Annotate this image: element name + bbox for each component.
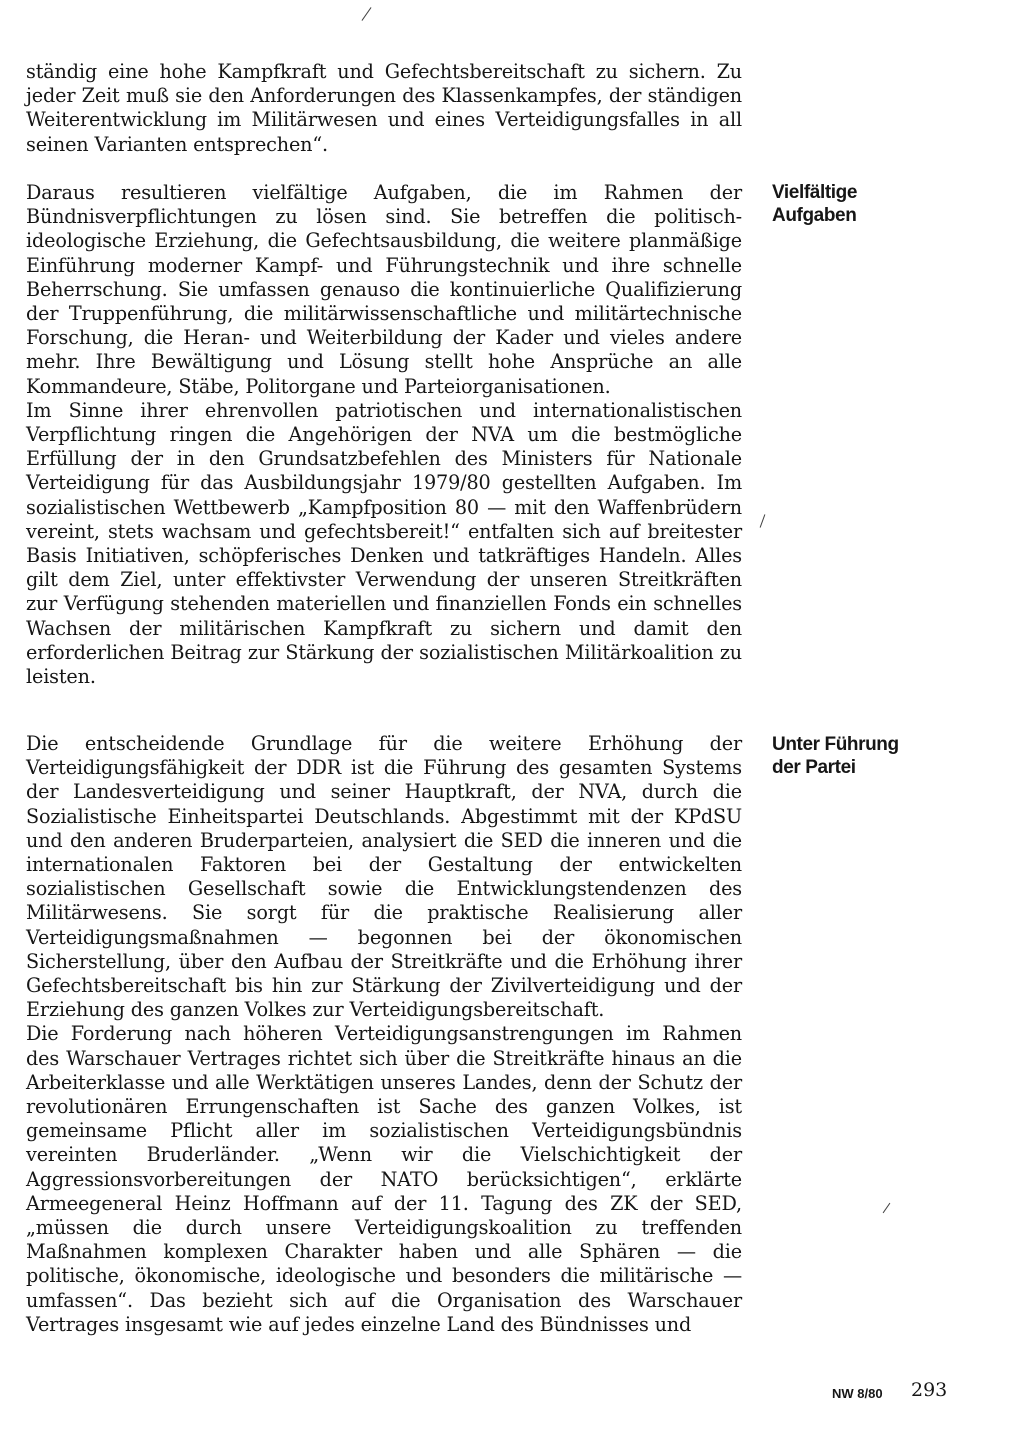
- journal-issue-label: NW 8/80: [832, 1386, 883, 1401]
- paragraph: Die entscheidende Grundlage für die weitere Erhöhung der Verteidigungsfähigkeit der DDR ist die Führung des gesamten Systems der Landesverteidigung und seiner Hauptkraft, der NVA, durch die Sozialistische Einheitspartei Deutschlands. Abgestimmt mit der KPdSU und den anderen Bruderparteien, analysiert die SED die inneren und die internationalen Faktoren bei der Gestaltung der entwickelten sozialistischen Gesellschaft sowie die Entwicklungstendenzen des Militärwesens. Sie sorgt für die praktische Realisierung aller Verteidigungsmaßnahmen — begonnen bei der ökonomischen Sicherstellung, über den Aufbau der Streitkräfte und die Erhöhung ihrer Gefechtsbereitschaft bis hin zur Stärkung der Zivilverteidigung und der Erziehung des ganzen Volkes zur Verteidigungsbereitschaft.: [26, 732, 742, 1022]
- text-block-intro: [26, 60, 742, 157]
- scan-mark: [760, 514, 766, 527]
- paragraph: Daraus resultieren vielfältige Aufgaben, die im Rahmen der Bündnisverpflichtungen zu lösen sind. Sie betreffen die politisch-ideologische Erziehung, die Gefechtsausbildung, die weitere planmäßige Einführung moderner Kampf- und Führungstechnik und ihre schnelle Beherrschung. Sie umfassen genauso die kontinuierliche Qualifizierung der Truppenführung, die militärwissenschaftliche und militärtechnische Forschung, die Heran- und Weiterbildung der Kader und vieles andere mehr. Ihre Bewältigung und Lösung stellt hohe Ansprüche an alle Kommandeure, Stäbe, Politorgane und Parteiorganisationen.: [26, 181, 742, 398]
- text-block-party-leadership: [26, 732, 742, 1337]
- margin-heading-tasks: [772, 181, 857, 227]
- paragraph: Im Sinne ihrer ehrenvollen patriotischen und internationalistischen Verpflichtung ringen die Angehörigen der NVA um die bestmögliche Erfüllung der in den Grundsatzbefehlen des Ministers für Nationale Verteidigung für das Ausbildungsjahr 1979/80 gestellten Aufgaben. Im sozialistischen Wettbewerb „Kampfposition 80 — mit den Waffenbrüdern vereint, stets wachsam und gefechtsbereit!“ entfalten sich auf breitester Basis Initiativen, schöpferisches Denken und tatkräftiges Handeln. Alles gilt dem Ziel, unter effektivster Verwendung der unseren Streitkräften zur Verfügung stehenden materiellen und finanziellen Fonds ein schnelles Wachsen der militärischen Kampfkraft zu sichern und damit den erforderlichen Beitrag zur Stärkung der sozialistischen Militärkoalition zu leisten.: [26, 398, 742, 689]
- paragraph: Die Forderung nach höheren Verteidigungsanstrengungen im Rahmen des Warschauer Vertrages richtet sich über die Streitkräfte hinaus an die Arbeiterklasse und alle Werktätigen unseres Landes, denn der Schutz der revolutionären Errungenschaften ist Sache des ganzen Volkes, ist gemeinsame Pflicht aller im sozialistischen Verteidigungsbündnis vereinten Bruderländer. „Wenn wir die Vielschichtigkeit der Aggressionsvorbereitungen der NATO berücksichtigen“, erklärte Armeegeneral Heinz Hoffmann auf der 11. Tagung des ZK der SED, „müssen die durch unsere Verteidigungskoalition zu treffenden Maßnahmen komplexen Charakter haben und alle Sphären — die politische, ökonomische, ideologische und besonders die militärische — umfassen“. Das bezieht sich auf die Organisation des Warschauer Vertrages insgesamt wie auf jedes einzelne Land des Bündnisses und: [26, 1022, 742, 1336]
- text-block-tasks: [26, 181, 742, 689]
- margin-heading-party: [772, 733, 899, 779]
- scan-mark: [362, 7, 372, 21]
- paragraph: ständig eine hohe Kampfkraft und Gefechtsbereitschaft zu sichern. Zu jeder Zeit muß sie den Anforderungen des Klassenkampfes, der ständigen Weiterentwicklung im Militärwesen und eines Verteidigungsfalles in all seinen Varianten entsprechen“.: [26, 60, 742, 156]
- scan-mark: [883, 1203, 891, 1213]
- page-number: 293: [911, 1379, 948, 1401]
- margin-heading-line: der Partei: [772, 757, 856, 778]
- margin-heading-line: Unter Führung: [772, 734, 899, 755]
- margin-heading-line: Vielfältige: [772, 182, 858, 203]
- margin-heading-line: Aufgaben: [772, 205, 857, 226]
